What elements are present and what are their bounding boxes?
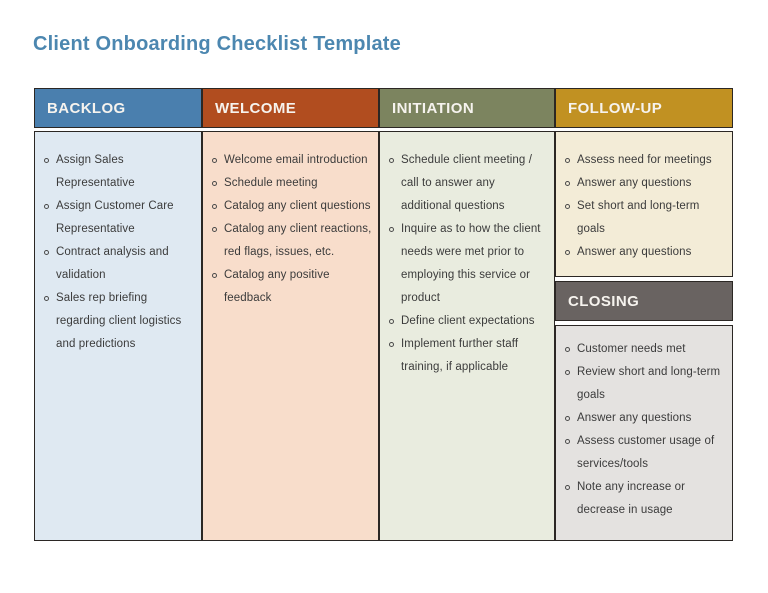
bullet-icon <box>212 181 217 186</box>
bullet-icon <box>389 342 394 347</box>
bullet-icon <box>565 158 570 163</box>
list-item <box>211 218 372 264</box>
bullet-icon <box>212 227 217 232</box>
column-backlog <box>34 88 202 541</box>
list-item <box>564 172 726 195</box>
column-header-backlog: BACKLOG <box>34 88 202 128</box>
list-item <box>388 149 548 218</box>
backlog-list <box>43 149 195 356</box>
list-item-text: Catalog any positive feedback <box>224 269 330 304</box>
list-item <box>43 241 195 287</box>
bullet-icon <box>565 204 570 209</box>
welcome-list <box>211 149 372 310</box>
list-item <box>564 241 726 264</box>
column-header-welcome: WELCOME <box>202 88 379 128</box>
list-item-text: Schedule client meeting / call to answer any additional questions <box>401 154 532 212</box>
list-item-text: Assess need for meetings <box>577 154 712 166</box>
bullet-icon <box>565 416 570 421</box>
list-item <box>564 476 726 522</box>
bullet-icon <box>44 250 49 255</box>
column-body-followup <box>555 131 733 277</box>
list-item <box>564 195 726 241</box>
column-body-welcome <box>202 131 379 541</box>
column-body-initiation <box>379 131 555 541</box>
list-item-text: Assign Customer Care Representative <box>56 200 174 235</box>
list-item <box>564 430 726 476</box>
bullet-icon <box>212 158 217 163</box>
list-item <box>388 333 548 379</box>
list-item-text: Define client expectations <box>401 315 535 327</box>
column-followup <box>555 88 733 541</box>
list-item-text: Implement further staff training, if applicable <box>401 338 519 373</box>
list-item <box>564 149 726 172</box>
bullet-icon <box>389 319 394 324</box>
list-item <box>43 149 195 195</box>
list-item <box>564 338 726 361</box>
column-header-followup: FOLLOW-UP <box>555 88 733 128</box>
list-item <box>388 310 548 333</box>
initiation-list <box>388 149 548 379</box>
followup-list <box>564 149 726 264</box>
list-item-text: Contract analysis and validation <box>56 246 169 281</box>
column-body-backlog <box>34 131 202 541</box>
list-item-text: Sales rep briefing regarding client logistics and predictions <box>56 292 182 350</box>
list-item <box>388 218 548 310</box>
bullet-icon <box>389 227 394 232</box>
list-item-text: Catalog any client questions <box>224 200 371 212</box>
list-item-text: Inquire as to how the client needs were met prior to employing this service or product <box>401 223 541 304</box>
list-item <box>211 149 372 172</box>
list-item-text: Customer needs met <box>577 343 686 355</box>
list-item-text: Welcome email introduction <box>224 154 368 166</box>
bullet-icon <box>565 181 570 186</box>
bullet-icon <box>565 439 570 444</box>
bullet-icon <box>565 370 570 375</box>
page-title: Client Onboarding Checklist Template <box>33 33 401 55</box>
list-item-text: Answer any questions <box>577 412 692 424</box>
list-item <box>564 407 726 430</box>
list-item-text: Assess customer usage of services/tools <box>577 435 715 470</box>
list-item <box>43 287 195 356</box>
bullet-icon <box>212 204 217 209</box>
bullet-icon <box>212 273 217 278</box>
list-item-text: Set short and long-term goals <box>577 200 700 235</box>
bullet-icon <box>44 296 49 301</box>
bullet-icon <box>44 204 49 209</box>
bullet-icon <box>44 158 49 163</box>
list-item-text: Assign Sales Representative <box>56 154 135 189</box>
list-item-text: Schedule meeting <box>224 177 318 189</box>
list-item <box>211 195 372 218</box>
list-item-text: Note any increase or decrease in usage <box>577 481 686 516</box>
list-item-text: Answer any questions <box>577 177 692 189</box>
column-body-closing <box>555 325 733 541</box>
checklist-table <box>34 88 733 541</box>
bullet-icon <box>565 485 570 490</box>
list-item-text: Catalog any client reactions, red flags, issues, etc. <box>224 223 372 258</box>
list-item-text: Answer any questions <box>577 246 692 258</box>
bullet-icon <box>565 347 570 352</box>
list-item <box>211 172 372 195</box>
column-welcome <box>202 88 379 541</box>
list-item <box>211 264 372 310</box>
list-item <box>564 361 726 407</box>
closing-list <box>564 338 726 522</box>
column-header-initiation: INITIATION <box>379 88 555 128</box>
bullet-icon <box>389 158 394 163</box>
column-initiation <box>379 88 555 541</box>
bullet-icon <box>565 250 570 255</box>
list-item-text: Review short and long-term goals <box>577 366 721 401</box>
list-item <box>43 195 195 241</box>
column-header-closing: CLOSING <box>555 281 733 321</box>
